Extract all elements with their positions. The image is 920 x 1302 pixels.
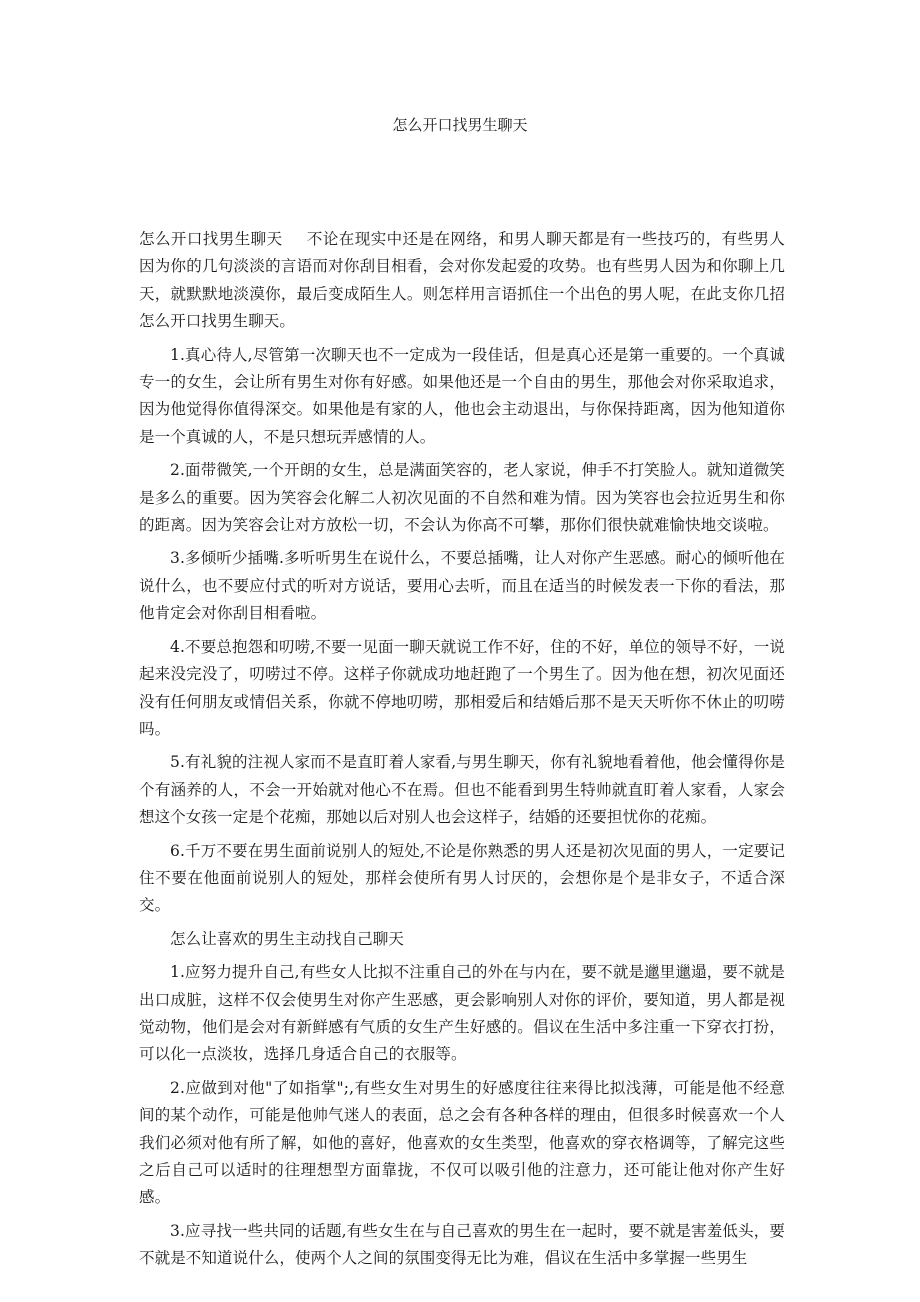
tip-paragraph-2: 2.面带微笑,一个开朗的女生，总是满面笑容的，老人家说，伸手不打笑脸人。就知道微笑是多么的重要。因为笑容会化解二人初次见面的不自然和难为情。因为笑容也会拉近男生和你的距离。因为笑容会让对方放松一切，不会认为你高不可攀，那你们很快就难愉快地交谈啦。 <box>139 461 785 535</box>
intro-text: 不论在现实中还是在网络，和男人聊天都是有一些技巧的，有些男人因为你的几句淡淡的言语而对你刮目相看，会对你发起爱的攻势。也有些男人因为和你聊上几天，就默默地淡漠你，最后变成陌生人。则怎样用言语抓住一个出色的男人呢，在此支你几招怎么开口找男生聊天。 <box>139 230 785 331</box>
section2-tip-paragraph-3: 3.应寻找一些共同的话题,有些女生在与自己喜欢的男生在一起时，要不就是害羞低头，要不就是不知道说什么，使两个人之间的氛围变得无比为难，倡议在生活中多掌握一些男生 <box>139 1221 785 1268</box>
intro-paragraph <box>139 226 785 336</box>
section2-heading: 怎么让喜欢的男生主动找自己聊天 <box>170 929 405 948</box>
document-title: 怎么开口找男生聊天 <box>392 116 528 134</box>
tip-paragraph-1: 1.真心待人,尽管第一次聊天也不一定成为一段佳话，但是真心还是第一重要的。一个真诚专一的女生，会让所有男生对你有好感。如果他还是一个自由的男生，那他会对你采取追求，因为他觉得你值得深交。如果他是有家的人，他也会主动退出，与你保持距离，因为他知道你是一个真诚的人，不是只想玩弄感情的人。 <box>139 345 785 446</box>
tip-paragraph-6: 6.千万不要在男生面前说别人的短处,不论是你熟悉的男人还是初次见面的男人，一定要记住不要在他面前说别人的短处，那样会使所有男人讨厌的，会想你是个是非女子，不适合深交。 <box>139 841 785 915</box>
section2-tip-paragraph-1: 1.应努力提升自己,有些女人比拟不注重自己的外在与内在，要不就是邋里邋遢，要不就是出口成脏，这样不仅会使男生对你产生恶感，更会影响别人对你的评价，要知道，男人都是视觉动物，他们是会对有新鲜感有气质的女生产生好感的。倡议在生活中多注重一下穿衣打扮，可以化一点淡妆，选择几身适合自己的衣服等。 <box>139 963 785 1064</box>
tip-paragraph-5: 5.有礼貌的注视人家而不是直盯着人家看,与男生聊天，你有礼貌地看着他，他会懂得你是个有涵养的人，不会一开始就对他心不在焉。但也不能看到男生特帅就直盯着人家看，人家会想这个女孩一定是个花痴，那她以后对别人也会这样子，结婚的还要担忧你的花痴。 <box>139 753 785 827</box>
tip-paragraph-3: 3.多倾听少插嘴.多听听男生在说什么，不要总插嘴，让人对你产生恶感。耐心的倾听他在说什么，也不要应付式的听对方说话，要用心去听，而且在适当的时候发表一下你的看法，那他肯定会对你刮目相看啦。 <box>139 549 785 623</box>
intro-lead: 怎么开口找男生聊天 <box>139 230 283 248</box>
document-body <box>139 226 785 1273</box>
section2-tip-paragraph-2: 2.应做到对他"了如指掌";,有些女生对男生的好感度往往来得比拟浅薄，可能是他不经意间的某个动作，可能是他帅气迷人的表面，总之会有各种各样的理由，但很多时候喜欢一个人我们必须对他有所了解，如他的喜好，他喜欢的女生类型，他喜欢的穿衣格调等，了解完这些之后自己可以适时的往理想型方面靠拢，不仅可以吸引他的注意力，还可能让他对你产生好感。 <box>139 1078 785 1207</box>
tip-paragraph-4: 4.不要总抱怨和叨唠,不要一见面一聊天就说工作不好，住的不好，单位的领导不好，一说起来没完没了，叨唠过不停。这样子你就成功地赶跑了一个男生了。因为他在想，初次见面还没有任何朋友或情侣关系，你就不停地叨唠，那相爱后和结婚后那不是天天听你不休止的叨唠吗。 <box>139 637 785 738</box>
